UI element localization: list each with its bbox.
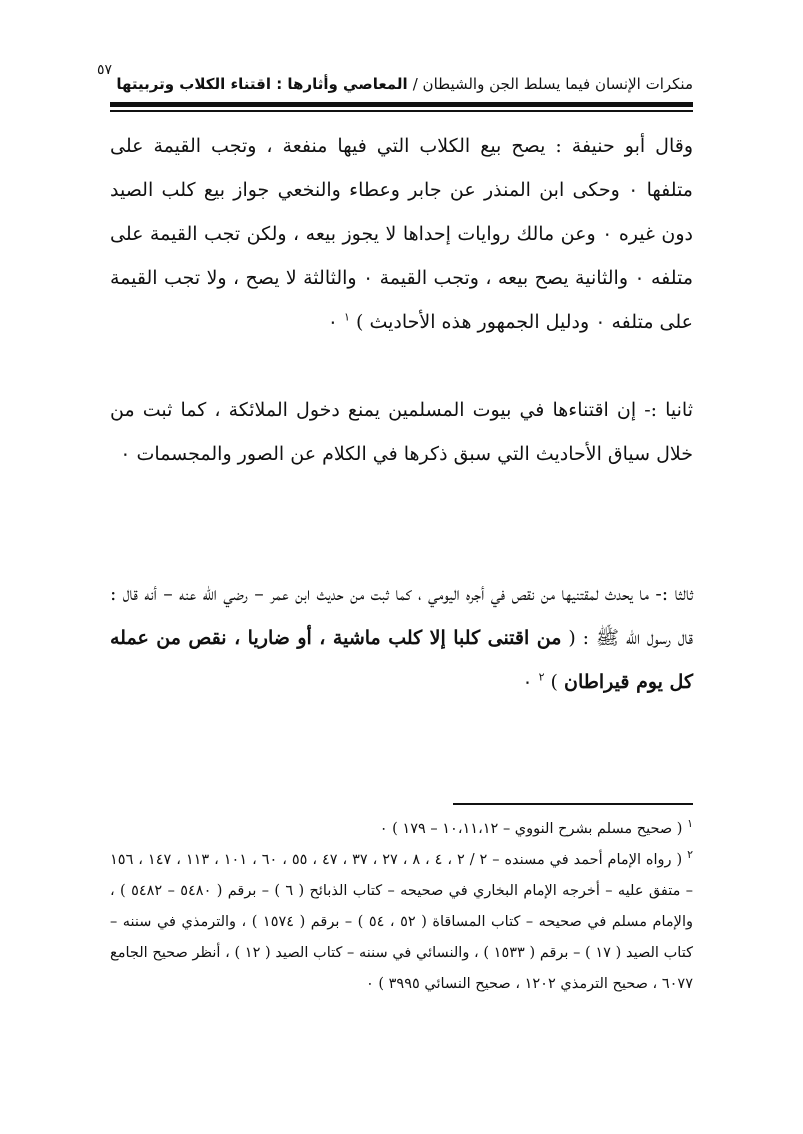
footnote-1-text: ( صحيح مسلم بشرح النووي – ١٠،١١،١٢ – ١٧٩ ) ٠ [379,821,688,837]
paragraph-2 [110,388,693,476]
paragraph-3 [110,572,693,704]
hadith-quote: من اقتنى كلبا إلا كلب ماشية ، أو ضاريا ، نقص من عمله كل يوم قيراطان [110,627,693,693]
chapter-title: المعاصي وأثارها : اقتناء الكلاب وتربيتها [116,75,408,93]
paragraph-3-text: ثالثا :- ما يحدث لمقتنيها من نقص في أجره اليومي ، كما ثبت من حديث ابن عمر – رضي الله عنه – أنه قال : قال رسول الله ﷺ : ( [110,583,694,649]
book-title: منكرات الإنسان فيما يسلط الجن والشيطان / [412,75,693,93]
paragraph-2-text: ثانيا :- إن اقتناءها في بيوت المسلمين يمنع دخول الملائكة ، كما ثبت من خلال سياق الأحاديث التي سبق ذكرها في الكلام عن الصور والمجسمات ٠ [110,399,693,465]
footnote-1-number: ١ [687,817,693,831]
header-rule-thin [110,110,693,112]
page-number: ٥٧ [97,62,113,78]
paragraph-1-tail: ٠ [327,311,338,333]
footnote-2 [110,845,693,1000]
paragraph-3-tail: ٠ [522,671,533,693]
footnote-2-text: ( رواه الإمام أحمد في مسنده – ٢ / ٢ ، ٤ ، ٨ ، ٢٧ ، ٣٧ ، ٤٧ ، ٥٥ ، ٦٠ ، ١٠١ ، ١١٣ ، ١٤٧ ، ١٥٦ – متفق عليه – أخرجه الإمام البخاري في صحيحه – كتاب الذبائح ( ٦ ) – برقم ( ٥٤٨٠ – ٥٤٨٢ ) ، والإمام مسلم في صحيحه – كتاب المساقاة ( ٥٢ ، ٥٤ ) – برقم ( ١٥٧٤ ) ، والترمذي في سننه – كتاب الصيد ( ١٧ ) – برقم ( ١٥٣٣ ) ، والنسائي في سننه – كتاب الصيد ( ١٢ ) ، أنظر صحيح الجامع ٦٠٧٧ ، صحيح الترمذي ١٢٠٢ ، صحيح النسائي ٣٩٩٥ ) ٠ [110,852,694,992]
footnote-1 [110,814,693,845]
footnote-2-number: ٢ [687,848,693,862]
footnotes [110,814,693,1000]
paragraph-1-text: وقال أبو حنيفة : يصح بيع الكلاب التي فيها منفعة ، وتجب القيمة على متلفها ٠ وحكى ابن المنذر عن جابر وعطاء والنخعي جواز بيع كلب الصيد دون غيره ٠ وعن مالك روايات إحداها لا يجوز بيعه ، ولكن تجب القيمة على متلفه ٠ والثانية يصح بيعه ، وتجب القيمة ٠ والثالثة لا يصح ، ولا تجب القيمة على متلفه ٠ ودليل الجمهور هذه الأحاديث ) [110,135,693,333]
footnote-ref-2[interactable]: ٢ [538,670,545,684]
footnote-ref-1[interactable]: ١ [344,310,350,324]
paragraph-3-after-quote: ) [550,671,558,693]
paragraph-1 [110,124,693,344]
header-rule-thick [110,102,693,107]
running-header [110,74,693,102]
footnote-separator [453,803,693,805]
